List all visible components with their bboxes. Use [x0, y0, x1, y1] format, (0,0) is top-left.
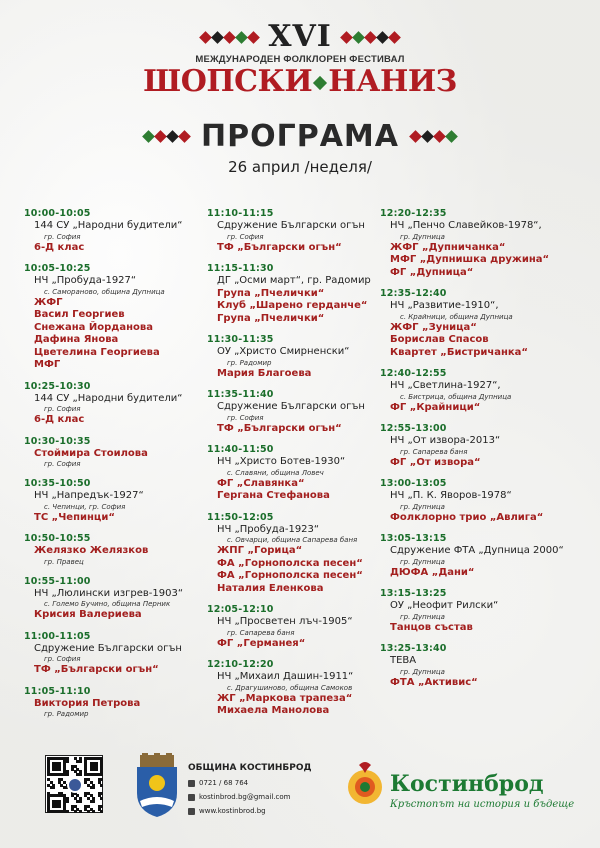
folk-ornament-icon: [342, 33, 399, 42]
location-text: гр. Дупница: [400, 557, 445, 566]
location-text: гр. Дупница: [400, 667, 445, 676]
organizer-name: НЧ „П. К. Яворов-1978“: [390, 490, 512, 501]
time-slot: 10:25-10:30: [24, 380, 91, 392]
time-slot: 11:30-11:35: [207, 334, 274, 345]
time-slot: 12:05-12:10: [207, 604, 274, 615]
location-text: гр. София: [44, 232, 81, 241]
performer-name: Васил Георгиев: [34, 309, 125, 320]
schedule-entry: [380, 532, 565, 579]
organizer-name: 144 СУ „Народни будители“: [34, 220, 183, 231]
phone-icon: [188, 780, 195, 787]
performer-name: Цветелина Георгиева: [34, 346, 160, 358]
organizer-name: НЧ „От извора-2013“: [390, 435, 501, 446]
schedule-entry: [24, 685, 209, 720]
festival-name: [0, 65, 600, 99]
location-text: с. Чепинци, гр. София: [44, 502, 126, 511]
performer-name: ТФ „Български огън“: [217, 241, 342, 253]
schedule-entry: [380, 287, 565, 359]
performer-name: 6-Д клас: [34, 414, 85, 425]
time-slot: 13:05-13:15: [380, 533, 447, 544]
brand-block: [345, 759, 575, 815]
performer-name: МФГ „Дупнишка дружина“: [390, 254, 550, 265]
schedule-entry: [380, 207, 565, 279]
time-slot: 10:00-10:05: [24, 208, 91, 219]
location-text: гр. Радомир: [227, 358, 272, 367]
organizer-name: Сдружение Български огън: [217, 220, 365, 231]
diamond-separator-icon: [313, 76, 327, 90]
schedule-entry: [380, 477, 565, 524]
performer-name: Квартет „Бистричанка“: [390, 346, 528, 358]
organizer-name: НЧ „Напредък-1927“: [34, 490, 144, 501]
schedule-entry: [24, 477, 209, 524]
location-text: гр. София: [227, 232, 264, 241]
performer-name: Желязко Желязков: [34, 545, 149, 556]
performer-name: Снежана Йорданова: [34, 321, 153, 333]
performer-name: Наталия Еленкова: [217, 582, 324, 594]
performer-name: Група „Пчелички“: [217, 287, 325, 299]
coat-of-arms-icon: [132, 753, 182, 819]
location-text: гр. София: [44, 405, 81, 413]
performer-name: МФГ: [34, 359, 61, 370]
organizer-name: НЧ „Пробуда-1927“: [34, 275, 137, 286]
performer-name: Дафина Янова: [34, 334, 119, 345]
time-slot: 11:35-11:40: [207, 389, 274, 400]
organizer-name: НЧ „Михаил Дашин-1911“: [217, 671, 354, 682]
organizer-name: ОУ „Христо Смирненски“: [217, 346, 350, 357]
footer: [0, 755, 600, 825]
performer-name: ДЮФА „Дани“: [390, 566, 475, 578]
performer-name: Група „Пчелички“: [217, 312, 325, 324]
organizer-name: НЧ „Христо Ботев-1930“: [217, 456, 346, 467]
schedule-entry: [207, 658, 392, 718]
time-slot: 11:50-12:05: [207, 511, 274, 523]
time-slot: 12:10-12:20: [207, 659, 274, 670]
folk-ornament-icon: [411, 132, 456, 141]
location-text: гр. Дупница: [400, 502, 445, 511]
location-text: с. Драгушиново, община Самоков: [227, 683, 353, 692]
time-slot: 10:30-10:35: [24, 435, 91, 447]
schedule-entry: [24, 575, 209, 622]
schedule-column-2: [207, 207, 392, 726]
location-text: с. Бистрица, община Дупница: [400, 392, 512, 401]
municipality-email[interactable]: kostinbrod.bg@gmail.com: [199, 793, 291, 801]
time-slot: 11:10-11:15: [207, 208, 274, 219]
municipality-name: ОБЩИНА КОСТИНБРОД: [188, 763, 312, 773]
location-text: с. Крайници, община Дупница: [400, 312, 513, 321]
performer-name: Виктория Петрова: [34, 697, 141, 709]
location-text: с. Самораново, община Дупница: [44, 287, 165, 296]
organizer-name: НЧ „Просветен лъч-1905“: [217, 616, 353, 627]
organizer-name: Сдружение ФТА „Дупница 2000“: [390, 545, 564, 556]
festival-subtitle: МЕЖДУНАРОДЕН ФОЛКЛОРЕН ФЕСТИВАЛ: [195, 54, 405, 65]
schedule-entry: [380, 422, 565, 469]
schedule-entry: [207, 443, 392, 503]
time-slot: 11:00-11:05: [24, 630, 91, 642]
organizer-name: НЧ „Пробуда-1923“: [217, 523, 320, 535]
organizer-name: Сдружение Български огън: [217, 401, 365, 412]
performer-name: ЖФГ „Зуница“: [390, 321, 477, 333]
performer-name: ФГ „Германея“: [217, 637, 306, 649]
performer-name: ЖФГ: [34, 296, 63, 308]
location-text: гр. Сапарева баня: [227, 628, 295, 637]
performer-name: Михаела Манолова: [217, 705, 330, 716]
performer-name: Борислав Спасов: [390, 334, 489, 345]
municipality-website[interactable]: www.kostinbrod.bg: [199, 807, 266, 815]
time-slot: 12:40-12:55: [380, 368, 447, 379]
brand-tagline: Кръстопът на история и бъдеще: [390, 799, 575, 810]
organizer-name: НЧ „Светлина-1927“,: [390, 380, 501, 391]
schedule-entry: [24, 380, 209, 427]
schedule-entry: [380, 367, 565, 414]
performer-name: Крисия Валериева: [34, 609, 142, 620]
schedule-column-3: [380, 207, 565, 697]
performer-name: ФА „Горнополска песен“: [217, 557, 363, 569]
folk-ornament-icon: [144, 132, 189, 141]
performer-name: Клуб „Шарено герданче“: [217, 300, 368, 311]
location-text: гр. Сапарева баня: [400, 447, 468, 456]
festival-name-right: НАНИЗ: [328, 64, 457, 99]
performer-name: ЖФГ „Дупничанка“: [390, 241, 506, 253]
performer-name: ФГ „Славянка“: [217, 477, 305, 489]
organizer-name: НЧ „Пенчо Славейков-1978“,: [390, 220, 542, 231]
brand-logo-icon: [345, 759, 385, 811]
schedule-entry: [24, 630, 209, 677]
schedule-entry: [207, 603, 392, 650]
location-text: гр. София: [44, 655, 81, 663]
schedule-entry: [24, 262, 209, 372]
time-slot: 12:35-12:40: [380, 288, 447, 299]
performer-name: ТФ „Български огън“: [34, 664, 159, 675]
location-text: с. Славяни, община Ловеч: [227, 468, 324, 477]
time-slot: 10:05-10:25: [24, 263, 91, 274]
performer-name: Стоймира Стоилова: [34, 447, 148, 459]
performer-name: Мария Благоева: [217, 367, 312, 379]
schedule-entry: [207, 388, 392, 435]
performer-name: ФГ „Крайници“: [390, 401, 481, 413]
program-title: ПРОГРАМА: [201, 119, 399, 154]
time-slot: 11:05-11:10: [24, 685, 91, 697]
schedule-entry: [380, 642, 565, 689]
time-slot: 13:00-13:05: [380, 478, 447, 489]
performer-name: ФА „Горнополска песен“: [217, 570, 363, 581]
performer-name: ФГ „Дупница“: [390, 266, 474, 278]
performer-name: ТФ „Български огън“: [217, 422, 342, 434]
municipality-phone[interactable]: 0721 / 68 764: [199, 779, 249, 787]
schedule-entry: [24, 532, 209, 567]
schedule-entry: [207, 207, 392, 254]
location-text: гр. София: [44, 460, 81, 468]
time-slot: 13:15-13:25: [380, 588, 447, 599]
performer-name: ФТА „Активис“: [390, 676, 478, 688]
time-slot: 13:25-13:40: [380, 643, 447, 654]
header: [0, 19, 600, 176]
organizer-name: Сдружение Български огън: [34, 642, 182, 654]
location-text: гр. Радомир: [44, 710, 89, 718]
brand-name: Костинброд: [390, 771, 544, 797]
time-slot: 12:20-12:35: [380, 208, 447, 219]
performer-name: Фолклорно трио „Авлига“: [390, 511, 544, 523]
performer-name: ФГ „От извора“: [390, 456, 481, 468]
time-slot: 10:50-10:55: [24, 533, 91, 544]
location-text: с. Овчарци, община Сапарева баня: [227, 536, 358, 544]
organizer-name: 144 СУ „Народни будители“: [34, 392, 183, 404]
organizer-name: НЧ „Развитие-1910“,: [390, 300, 499, 311]
folk-ornament-icon: [201, 33, 258, 42]
time-slot: 11:15-11:30: [207, 263, 274, 274]
location-text: гр. Правец: [44, 557, 84, 566]
performer-name: Гергана Стефанова: [217, 490, 330, 501]
time-slot: 11:40-11:50: [207, 444, 274, 455]
program-date: 26 април /неделя/: [228, 158, 372, 176]
schedule-entry: [207, 333, 392, 380]
performer-name: ЖГ „Маркова трапеза“: [217, 692, 353, 704]
performer-name: ТС „Чепинци“: [34, 511, 115, 523]
location-text: с. Големо Бучино, община Перник: [44, 600, 171, 608]
schedule-entry: [207, 511, 392, 596]
schedule-entry: [380, 587, 565, 634]
festival-name-left: ШОПСКИ: [143, 64, 313, 99]
municipality-info: [188, 763, 312, 815]
organizer-name: НЧ „Люлински изгрев-1903“: [34, 587, 184, 599]
time-slot: 10:35-10:50: [24, 478, 91, 489]
schedule-entry: [207, 262, 392, 325]
time-slot: 12:55-13:00: [380, 423, 447, 434]
schedule-entry: [24, 207, 209, 254]
qr-code-icon[interactable]: [45, 755, 103, 813]
globe-icon: [188, 808, 195, 815]
schedule-entry: [24, 435, 209, 470]
location-text: гр. Дупница: [400, 232, 445, 241]
performer-name: Танцов състав: [390, 621, 473, 633]
facebook-icon: [67, 777, 83, 793]
schedule-column-1: [24, 207, 209, 727]
organizer-name: ОУ „Неофит Рилски“: [390, 600, 499, 611]
time-slot: 10:55-11:00: [24, 575, 91, 587]
organizer-name: ТЕВА: [390, 655, 417, 666]
location-text: гр. Дупница: [400, 612, 445, 621]
email-icon: [188, 794, 195, 801]
performer-name: 6-Д клас: [34, 241, 85, 253]
organizer-name: ДГ „Осми март“, гр. Радомир: [217, 275, 371, 286]
performer-name: ЖПГ „Горица“: [217, 545, 303, 556]
location-text: гр. София: [227, 413, 264, 422]
festival-edition: XVI: [268, 19, 332, 54]
